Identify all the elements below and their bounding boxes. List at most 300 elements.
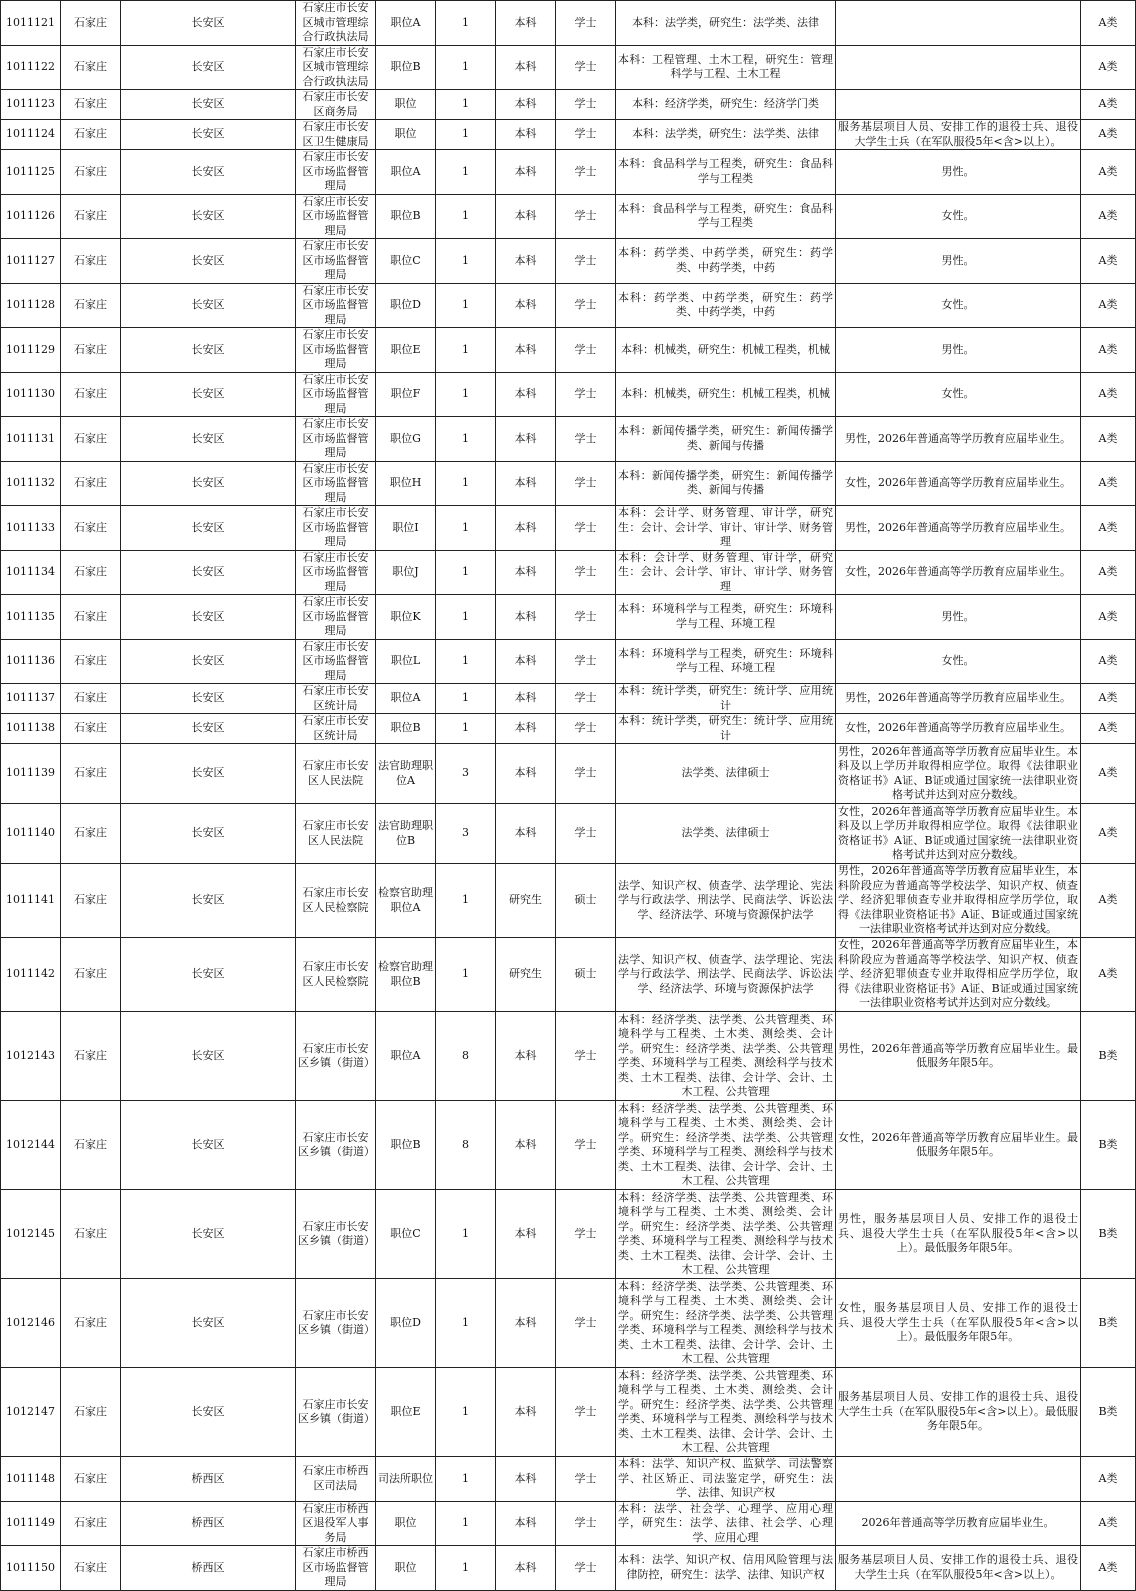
degree-cell: 硕士 [556, 938, 616, 1012]
employer-unit-cell: 石家庄市长安区商务局 [296, 90, 376, 120]
major-requirement-cell: 本科：新闻传播学类，研究生：新闻传播学类、新闻与传播 [616, 417, 836, 462]
major-requirement-cell: 本科：法学类，研究生：法学类、法律 [616, 1, 836, 46]
table-row [1, 1368, 1136, 1457]
position-code-cell: 1011137 [1, 684, 61, 714]
education-cell: 本科 [496, 506, 556, 551]
city-cell: 石家庄 [61, 550, 121, 595]
position-code-cell: 1011130 [1, 372, 61, 417]
education-cell: 本科 [496, 283, 556, 328]
exam-category-cell: A类 [1081, 506, 1136, 551]
employer-unit-cell: 石家庄市长安区乡镇（街道） [296, 1101, 376, 1190]
major-requirement-cell: 本科：经济学类、法学类、公共管理类、环境科学与工程类、土木类、测绘类、会计学。研究生：经济学类、法学类、公共管理学类、环境科学与工程类、测绘科学与技术类、土木工程类、法律、会计学、会计、土木工程、公共管理 [616, 1190, 836, 1279]
exam-category-cell: A类 [1081, 1, 1136, 46]
position-name-cell: 职位B [376, 194, 436, 239]
district-cell: 长安区 [121, 1368, 296, 1457]
city-cell: 石家庄 [61, 714, 121, 744]
degree-cell: 学士 [556, 550, 616, 595]
district-cell: 长安区 [121, 90, 296, 120]
headcount-cell: 1 [436, 684, 496, 714]
employer-unit-cell: 石家庄市长安区人民检察院 [296, 938, 376, 1012]
education-cell: 本科 [496, 744, 556, 804]
employer-unit-cell: 石家庄市长安区市场监督管理局 [296, 417, 376, 462]
employer-unit-cell: 石家庄市长安区市场监督管理局 [296, 550, 376, 595]
position-code-cell: 1011139 [1, 744, 61, 804]
major-requirement-cell: 本科：经济学类，研究生：经济学门类 [616, 90, 836, 120]
table-row [1, 550, 1136, 595]
district-cell: 长安区 [121, 1101, 296, 1190]
employer-unit-cell: 石家庄市长安区市场监督管理局 [296, 461, 376, 506]
education-cell: 本科 [496, 194, 556, 239]
table-row [1, 804, 1136, 864]
education-cell: 本科 [496, 550, 556, 595]
table-row [1, 714, 1136, 744]
exam-category-cell: A类 [1081, 90, 1136, 120]
other-requirement-cell: 女性。 [836, 372, 1081, 417]
district-cell: 长安区 [121, 120, 296, 150]
major-requirement-cell: 本科：食品科学与工程类，研究生：食品科学与工程类 [616, 194, 836, 239]
position-code-cell: 1011136 [1, 639, 61, 684]
table-row [1, 864, 1136, 938]
exam-category-cell: A类 [1081, 461, 1136, 506]
other-requirement-cell: 女性，2026年普通高等学历教育应届毕业生。本科及以上学历并取得相应学位。取得《法律职业资格证书》A证、B证或通过国家统一法律职业资格考试并达到对应分数线。 [836, 804, 1081, 864]
exam-category-cell: A类 [1081, 550, 1136, 595]
district-cell: 桥西区 [121, 1501, 296, 1546]
position-code-cell: 1011131 [1, 417, 61, 462]
education-cell: 本科 [496, 239, 556, 284]
exam-category-cell: A类 [1081, 283, 1136, 328]
district-cell: 长安区 [121, 1190, 296, 1279]
major-requirement-cell: 本科：法学类，研究生：法学类、法律 [616, 120, 836, 150]
table-row [1, 1101, 1136, 1190]
position-code-cell: 1011124 [1, 120, 61, 150]
table-row [1, 45, 1136, 90]
table-row [1, 328, 1136, 373]
education-cell: 本科 [496, 1012, 556, 1101]
degree-cell: 学士 [556, 1368, 616, 1457]
exam-category-cell: A类 [1081, 372, 1136, 417]
major-requirement-cell: 法学类、法律硕士 [616, 804, 836, 864]
other-requirement-cell: 女性，2026年普通高等学历教育应届毕业生，本科阶段应为普通高等学校法学、知识产权、侦查学、经济犯罪侦查专业并取得相应学历学位，取得《法律职业资格证书》A证、B证或通过国家统一法律职业资格考试并达到对应分数线。 [836, 938, 1081, 1012]
exam-category-cell: A类 [1081, 194, 1136, 239]
district-cell: 长安区 [121, 372, 296, 417]
major-requirement-cell: 本科：新闻传播学类，研究生：新闻传播学类、新闻与传播 [616, 461, 836, 506]
education-cell: 本科 [496, 1101, 556, 1190]
degree-cell: 学士 [556, 1457, 616, 1502]
degree-cell: 学士 [556, 714, 616, 744]
major-requirement-cell: 法学类、法律硕士 [616, 744, 836, 804]
other-requirement-cell: 男性。 [836, 150, 1081, 195]
position-name-cell: 职位G [376, 417, 436, 462]
exam-category-cell: A类 [1081, 595, 1136, 640]
headcount-cell: 1 [436, 1501, 496, 1546]
headcount-cell: 1 [436, 639, 496, 684]
other-requirement-cell: 女性。 [836, 194, 1081, 239]
headcount-cell: 1 [436, 1, 496, 46]
other-requirement-cell: 男性，服务基层项目人员、安排工作的退役士兵、退役大学生士兵（在军队服役5年<含>以上）。最低服务年限5年。 [836, 1190, 1081, 1279]
district-cell: 长安区 [121, 1012, 296, 1101]
education-cell: 本科 [496, 120, 556, 150]
position-name-cell: 职位C [376, 1190, 436, 1279]
city-cell: 石家庄 [61, 1457, 121, 1502]
position-name-cell: 职位 [376, 120, 436, 150]
major-requirement-cell: 本科：统计学类，研究生：统计学、应用统计 [616, 714, 836, 744]
position-code-cell: 1011126 [1, 194, 61, 239]
employer-unit-cell: 石家庄市长安区市场监督管理局 [296, 194, 376, 239]
table-row [1, 120, 1136, 150]
major-requirement-cell: 本科：会计学、财务管理、审计学，研究生：会计、会计学、审计、审计学、财务管理 [616, 550, 836, 595]
major-requirement-cell: 本科：法学、知识产权、信用风险管理与法律防控，研究生：法学、法律、知识产权 [616, 1546, 836, 1591]
position-name-cell: 职位A [376, 1, 436, 46]
district-cell: 长安区 [121, 417, 296, 462]
position-name-cell: 职位H [376, 461, 436, 506]
degree-cell: 硕士 [556, 864, 616, 938]
major-requirement-cell: 法学、知识产权、侦查学、法学理论、宪法学与行政法学、刑法学、民商法学、诉讼法学、经济法学、环境与资源保护法学 [616, 864, 836, 938]
employer-unit-cell: 石家庄市长安区市场监督管理局 [296, 283, 376, 328]
headcount-cell: 1 [436, 90, 496, 120]
degree-cell: 学士 [556, 506, 616, 551]
city-cell: 石家庄 [61, 1368, 121, 1457]
headcount-cell: 1 [436, 714, 496, 744]
city-cell: 石家庄 [61, 372, 121, 417]
table-body [1, 1, 1136, 1591]
position-name-cell: 职位L [376, 639, 436, 684]
position-name-cell: 检察官助理职位A [376, 864, 436, 938]
district-cell: 长安区 [121, 45, 296, 90]
other-requirement-cell: 男性，2026年普通高等学历教育应届毕业生。 [836, 684, 1081, 714]
table-row [1, 1190, 1136, 1279]
table-row [1, 1546, 1136, 1591]
major-requirement-cell: 本科：药学类、中药学类，研究生：药学类、中药学类，中药 [616, 239, 836, 284]
major-requirement-cell: 本科：食品科学与工程类，研究生：食品科学与工程类 [616, 150, 836, 195]
other-requirement-cell: 女性，2026年普通高等学历教育应届毕业生。 [836, 461, 1081, 506]
education-cell: 本科 [496, 639, 556, 684]
education-cell: 本科 [496, 45, 556, 90]
table-row [1, 639, 1136, 684]
major-requirement-cell: 本科：经济学类、法学类、公共管理类、环境科学与工程类、土木类、测绘类、会计学。研究生：经济学类、法学类、公共管理学类、环境科学与工程类、测绘科学与技术类、土木工程类、法律、会计学、会计、土木工程、公共管理 [616, 1101, 836, 1190]
employer-unit-cell: 石家庄市长安区城市管理综合行政执法局 [296, 45, 376, 90]
degree-cell: 学士 [556, 1101, 616, 1190]
employer-unit-cell: 石家庄市长安区统计局 [296, 714, 376, 744]
major-requirement-cell: 本科：经济学类、法学类、公共管理类、环境科学与工程类、土木类、测绘类、会计学。研究生：经济学类、法学类、公共管理学类、环境科学与工程类、测绘科学与技术类、土木工程类、法律、会计学、会计、土木工程、公共管理 [616, 1368, 836, 1457]
headcount-cell: 1 [436, 1190, 496, 1279]
other-requirement-cell: 男性，2026年普通高等学历教育应届毕业生，本科阶段应为普通高等学校法学、知识产权、侦查学、经济犯罪侦查专业并取得相应学历学位，取得《法律职业资格证书》A证、B证或通过国家统一法律职业资格考试并达到对应分数线。 [836, 864, 1081, 938]
other-requirement-cell: 男性，2026年普通高等学历教育应届毕业生。最低服务年限5年。 [836, 1012, 1081, 1101]
district-cell: 长安区 [121, 194, 296, 239]
position-name-cell: 职位B [376, 714, 436, 744]
position-name-cell: 职位J [376, 550, 436, 595]
education-cell: 本科 [496, 684, 556, 714]
table-row [1, 239, 1136, 284]
other-requirement-cell: 男性。 [836, 239, 1081, 284]
district-cell: 长安区 [121, 328, 296, 373]
other-requirement-cell: 2026年普通高等学历教育应届毕业生。 [836, 1501, 1081, 1546]
city-cell: 石家庄 [61, 283, 121, 328]
position-code-cell: 1011133 [1, 506, 61, 551]
headcount-cell: 8 [436, 1012, 496, 1101]
position-code-cell: 1011142 [1, 938, 61, 1012]
position-name-cell: 职位C [376, 239, 436, 284]
major-requirement-cell: 本科：会计学、财务管理、审计学，研究生：会计、会计学、审计、审计学、财务管理 [616, 506, 836, 551]
city-cell: 石家庄 [61, 1, 121, 46]
district-cell: 长安区 [121, 595, 296, 640]
table-row [1, 150, 1136, 195]
position-code-cell: 1011150 [1, 1546, 61, 1591]
position-code-cell: 1012144 [1, 1101, 61, 1190]
table-row [1, 1279, 1136, 1368]
district-cell: 桥西区 [121, 1546, 296, 1591]
education-cell: 本科 [496, 1190, 556, 1279]
major-requirement-cell: 本科：环境科学与工程类，研究生：环境科学与工程、环境工程 [616, 595, 836, 640]
degree-cell: 学士 [556, 804, 616, 864]
degree-cell: 学士 [556, 684, 616, 714]
degree-cell: 学士 [556, 150, 616, 195]
district-cell: 长安区 [121, 239, 296, 284]
employer-unit-cell: 石家庄市长安区市场监督管理局 [296, 639, 376, 684]
city-cell: 石家庄 [61, 595, 121, 640]
education-cell: 本科 [496, 417, 556, 462]
headcount-cell: 1 [436, 120, 496, 150]
district-cell: 桥西区 [121, 1457, 296, 1502]
degree-cell: 学士 [556, 417, 616, 462]
city-cell: 石家庄 [61, 938, 121, 1012]
position-code-cell: 1012147 [1, 1368, 61, 1457]
headcount-cell: 3 [436, 744, 496, 804]
degree-cell: 学士 [556, 328, 616, 373]
other-requirement-cell: 男性，2026年普通高等学历教育应届毕业生。 [836, 417, 1081, 462]
position-code-cell: 1011141 [1, 864, 61, 938]
headcount-cell: 1 [436, 595, 496, 640]
employer-unit-cell: 石家庄市长安区人民检察院 [296, 864, 376, 938]
city-cell: 石家庄 [61, 120, 121, 150]
degree-cell: 学士 [556, 120, 616, 150]
other-requirement-cell: 女性，2026年普通高等学历教育应届毕业生。最低服务年限5年。 [836, 1101, 1081, 1190]
other-requirement-cell [836, 1, 1081, 46]
major-requirement-cell: 本科：经济学类、法学类、公共管理类、环境科学与工程类、土木类、测绘类、会计学。研究生：经济学类、法学类、公共管理学类、环境科学与工程类、测绘科学与技术类、土木工程类、法律、会计学、会计、土木工程、公共管理 [616, 1012, 836, 1101]
headcount-cell: 1 [436, 1457, 496, 1502]
district-cell: 长安区 [121, 283, 296, 328]
degree-cell: 学士 [556, 45, 616, 90]
employer-unit-cell: 石家庄市长安区人民法院 [296, 744, 376, 804]
degree-cell: 学士 [556, 639, 616, 684]
other-requirement-cell: 女性，2026年普通高等学历教育应届毕业生。 [836, 714, 1081, 744]
position-name-cell: 职位I [376, 506, 436, 551]
position-code-cell: 1011123 [1, 90, 61, 120]
table-row [1, 417, 1136, 462]
headcount-cell: 1 [436, 328, 496, 373]
table-row [1, 461, 1136, 506]
headcount-cell: 1 [436, 372, 496, 417]
degree-cell: 学士 [556, 1279, 616, 1368]
position-name-cell: 职位A [376, 150, 436, 195]
position-code-cell: 1011129 [1, 328, 61, 373]
education-cell: 本科 [496, 90, 556, 120]
district-cell: 长安区 [121, 804, 296, 864]
position-code-cell: 1011128 [1, 283, 61, 328]
degree-cell: 学士 [556, 461, 616, 506]
headcount-cell: 1 [436, 938, 496, 1012]
education-cell: 本科 [496, 1457, 556, 1502]
table-row [1, 283, 1136, 328]
city-cell: 石家庄 [61, 90, 121, 120]
position-name-cell: 职位B [376, 45, 436, 90]
headcount-cell: 8 [436, 1101, 496, 1190]
employer-unit-cell: 石家庄市长安区市场监督管理局 [296, 150, 376, 195]
employer-unit-cell: 石家庄市长安区市场监督管理局 [296, 595, 376, 640]
table-row [1, 744, 1136, 804]
exam-category-cell: A类 [1081, 804, 1136, 864]
position-name-cell: 检察官助理职位B [376, 938, 436, 1012]
position-name-cell: 职位E [376, 1368, 436, 1457]
exam-category-cell: B类 [1081, 1101, 1136, 1190]
other-requirement-cell [836, 45, 1081, 90]
city-cell: 石家庄 [61, 150, 121, 195]
district-cell: 长安区 [121, 938, 296, 1012]
position-code-cell: 1011149 [1, 1501, 61, 1546]
employer-unit-cell: 石家庄市桥西区市场监督管理局 [296, 1546, 376, 1591]
other-requirement-cell: 女性。 [836, 283, 1081, 328]
employer-unit-cell: 石家庄市长安区乡镇（街道） [296, 1368, 376, 1457]
major-requirement-cell: 本科：工程管理、土木工程，研究生：管理科学与工程、土木工程 [616, 45, 836, 90]
position-name-cell: 职位B [376, 1101, 436, 1190]
table-row [1, 1, 1136, 46]
exam-category-cell: A类 [1081, 45, 1136, 90]
city-cell: 石家庄 [61, 461, 121, 506]
headcount-cell: 1 [436, 194, 496, 239]
degree-cell: 学士 [556, 1501, 616, 1546]
degree-cell: 学士 [556, 1546, 616, 1591]
headcount-cell: 1 [436, 1368, 496, 1457]
degree-cell: 学士 [556, 283, 616, 328]
position-name-cell: 职位D [376, 1279, 436, 1368]
employer-unit-cell: 石家庄市长安区市场监督管理局 [296, 328, 376, 373]
education-cell: 本科 [496, 1546, 556, 1591]
table-row [1, 1457, 1136, 1502]
employer-unit-cell: 石家庄市长安区乡镇（街道） [296, 1279, 376, 1368]
headcount-cell: 1 [436, 239, 496, 284]
education-cell: 本科 [496, 150, 556, 195]
employer-unit-cell: 石家庄市长安区统计局 [296, 684, 376, 714]
degree-cell: 学士 [556, 194, 616, 239]
other-requirement-cell: 服务基层项目人员、安排工作的退役士兵、退役大学生士兵（在军队服役5年<含>以上）。 [836, 120, 1081, 150]
position-name-cell: 法官助理职位B [376, 804, 436, 864]
other-requirement-cell: 男性。 [836, 595, 1081, 640]
exam-category-cell: A类 [1081, 1457, 1136, 1502]
exam-category-cell: B类 [1081, 1279, 1136, 1368]
education-cell: 本科 [496, 1501, 556, 1546]
exam-category-cell: A类 [1081, 417, 1136, 462]
position-name-cell: 职位F [376, 372, 436, 417]
position-code-cell: 1011135 [1, 595, 61, 640]
employer-unit-cell: 石家庄市长安区市场监督管理局 [296, 506, 376, 551]
degree-cell: 学士 [556, 1012, 616, 1101]
exam-category-cell: B类 [1081, 1190, 1136, 1279]
district-cell: 长安区 [121, 864, 296, 938]
table-row [1, 90, 1136, 120]
headcount-cell: 1 [436, 506, 496, 551]
exam-category-cell: A类 [1081, 1546, 1136, 1591]
position-code-cell: 1012146 [1, 1279, 61, 1368]
table-row [1, 1012, 1136, 1101]
city-cell: 石家庄 [61, 1190, 121, 1279]
major-requirement-cell: 本科：统计学类，研究生：统计学、应用统计 [616, 684, 836, 714]
education-cell: 本科 [496, 1368, 556, 1457]
education-cell: 本科 [496, 1279, 556, 1368]
other-requirement-cell: 女性，2026年普通高等学历教育应届毕业生。 [836, 550, 1081, 595]
major-requirement-cell: 本科：机械类，研究生：机械工程类，机械 [616, 372, 836, 417]
city-cell: 石家庄 [61, 1012, 121, 1101]
employer-unit-cell: 石家庄市桥西区司法局 [296, 1457, 376, 1502]
table-row [1, 194, 1136, 239]
headcount-cell: 1 [436, 1279, 496, 1368]
exam-category-cell: A类 [1081, 1501, 1136, 1546]
position-code-cell: 1011125 [1, 150, 61, 195]
position-code-cell: 1011122 [1, 45, 61, 90]
district-cell: 长安区 [121, 1, 296, 46]
city-cell: 石家庄 [61, 328, 121, 373]
city-cell: 石家庄 [61, 1279, 121, 1368]
other-requirement-cell: 男性，2026年普通高等学历教育应届毕业生。 [836, 506, 1081, 551]
position-name-cell: 司法所职位 [376, 1457, 436, 1502]
major-requirement-cell: 本科：机械类，研究生：机械工程类，机械 [616, 328, 836, 373]
employer-unit-cell: 石家庄市长安区人民法院 [296, 804, 376, 864]
other-requirement-cell [836, 1457, 1081, 1502]
other-requirement-cell: 男性。 [836, 328, 1081, 373]
city-cell: 石家庄 [61, 45, 121, 90]
city-cell: 石家庄 [61, 239, 121, 284]
position-name-cell: 职位K [376, 595, 436, 640]
major-requirement-cell: 本科：法学、社会学、心理学、应用心理学，研究生：法学、法律、社会学、心理学、应用心理 [616, 1501, 836, 1546]
position-name-cell: 职位 [376, 90, 436, 120]
district-cell: 长安区 [121, 1279, 296, 1368]
city-cell: 石家庄 [61, 1546, 121, 1591]
exam-category-cell: A类 [1081, 639, 1136, 684]
employer-unit-cell: 石家庄市长安区乡镇（街道） [296, 1190, 376, 1279]
employer-unit-cell: 石家庄市长安区乡镇（街道） [296, 1012, 376, 1101]
district-cell: 长安区 [121, 744, 296, 804]
other-requirement-cell [836, 90, 1081, 120]
table-row [1, 595, 1136, 640]
headcount-cell: 1 [436, 45, 496, 90]
position-name-cell: 职位A [376, 1012, 436, 1101]
education-cell: 研究生 [496, 938, 556, 1012]
degree-cell: 学士 [556, 1190, 616, 1279]
district-cell: 长安区 [121, 461, 296, 506]
employer-unit-cell: 石家庄市长安区市场监督管理局 [296, 372, 376, 417]
education-cell: 本科 [496, 461, 556, 506]
degree-cell: 学士 [556, 595, 616, 640]
city-cell: 石家庄 [61, 684, 121, 714]
education-cell: 本科 [496, 372, 556, 417]
table-row [1, 938, 1136, 1012]
exam-category-cell: A类 [1081, 150, 1136, 195]
other-requirement-cell: 服务基层项目人员、安排工作的退役士兵、退役大学生士兵（在军队服役5年<含>以上）。 [836, 1546, 1081, 1591]
city-cell: 石家庄 [61, 639, 121, 684]
district-cell: 长安区 [121, 639, 296, 684]
district-cell: 长安区 [121, 550, 296, 595]
exam-category-cell: A类 [1081, 714, 1136, 744]
district-cell: 长安区 [121, 506, 296, 551]
education-cell: 本科 [496, 714, 556, 744]
exam-category-cell: A类 [1081, 239, 1136, 284]
major-requirement-cell: 本科：药学类、中药学类，研究生：药学类、中药学类，中药 [616, 283, 836, 328]
position-code-cell: 1011132 [1, 461, 61, 506]
position-name-cell: 职位 [376, 1501, 436, 1546]
degree-cell: 学士 [556, 1, 616, 46]
headcount-cell: 1 [436, 283, 496, 328]
table-row [1, 372, 1136, 417]
position-code-cell: 1011138 [1, 714, 61, 744]
district-cell: 长安区 [121, 714, 296, 744]
